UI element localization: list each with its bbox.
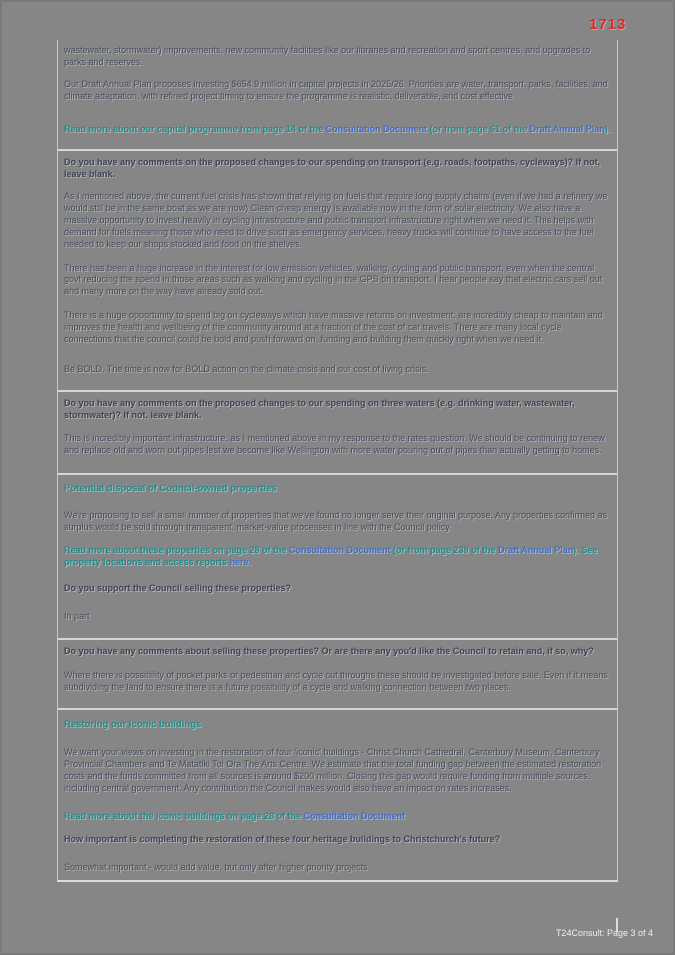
capital-programme-paragraph: Our Draft Annual Plan proposes investing $654.9 million in capital projects in 2025/26. Priorities are water, transport, parks, facilities, and climate adaptation, with refined project timing to ensure the programme is realistic, deliverable, and cost effective [64,78,608,101]
answer-transport-paragraph-2: There has been a huge increase in the interest for low emission vehicles, walking, cycling and public transport, even when the central govt reducing the spend in those areas such as walking and cycling in the GPS on transport. I hear people say that electric cars sell out and many more on the way have already sold out. [64,262,603,297]
answer-transport-paragraph-1: As I mentioned above, the current fuel crisis has shown that relying on fuels that require long supply chains (even if we had a refinery we would still be in the same boat as we are now) Clean cheap energy is available now in the form of solar electricity. We also have a massive opportunity to invest heavily in cycling infrastructure and public transport infrastructure right when we need it. This helps with demand for fuels meaning those who need to drive such as emergency services, heavy trucks will continue to have access to the fuel needed to keep our shops stocked and food on the shelves. [64,191,608,249]
readmore-text: ). [604,123,611,134]
page-number-stamp: 1713 [589,16,627,33]
here-link[interactable]: here [229,557,249,568]
row-divider [58,473,617,475]
properties-intro-paragraph: We're proposing to sell a small number of properties that we've found no longer serve their original purpose. Any properties confirmed as surplus would be sold through transparent, market-value processes in line with the Council policy. [64,509,608,532]
consultation-form-table [57,40,618,882]
footer-page-indicator: T24Consult: Page 3 of 4 [555,928,653,938]
section-heading-properties: Potential disposal of Council-owned properties [64,483,277,495]
consultation-document-link[interactable]: Consultation Document [289,545,391,556]
row-divider [58,708,617,710]
readmore-text: Read more about the iconic buildings on page 28 of the [64,810,304,821]
iconic-readmore-line [64,811,611,823]
capital-readmore-line [64,124,611,136]
readmore-text: (or from page 61 of the [427,123,530,134]
draft-annual-plan-link[interactable]: Draft Annual Plan [498,545,574,556]
consultation-document-link[interactable]: Consultation Document [303,810,406,821]
answer-heritage-importance: Somewhat important - would add value, but only after higher priority projects [64,862,368,873]
answer-three-waters: This is incredibly important infrastructure, as I mentioned above in my response to the rates question. We should be continuing to renew and replace old and worn out pipes lest we become like Wellington with more water pouring out of pipes than actually getting to homes. [64,433,605,456]
consultation-document-link[interactable]: Consultation Document [325,123,428,134]
iconic-buildings-paragraph: We want your views on investing in the restoration of four 'iconic' buildings - Christ Church Cathedral, Canterbury Museum, Canterbury Provincial Chambers and Te Matatiki Toi Ora The Arts Centre. We estimate that the total funding gap between the estimated restoration costs and the funds committed from all sources is around $200 million. Closing this gap would require funding from multiple sources, including central government. Any contribution the Council makes would also have an impact on rates increases. [64,747,602,793]
answer-transport-paragraph-3: There is a huge opportunity to spend big on cycleways which have massive returns on investment, are incredibly cheap to maintain and improves the health and wellbeing of the community around at a fraction of the cost of car travels. There are many local cycle connections that the council could be bold and push forward on, funding and building them quickly right when we need it. [64,310,603,344]
answer-transport-paragraph-4: Be BOLD. The time is now for BOLD action on the climate crisis and our cost of living crisis. [64,363,429,374]
properties-readmore-line [64,545,611,569]
question-heritage-importance: How important is completing the restoration of these four heritage buildings to Christchurch's future? [64,834,501,845]
readmore-text: Read more about these properties on page 28 of the [64,545,290,556]
row-divider [58,390,617,392]
question-three-waters: Do you have any comments on the proposed changes to our spending on three waters (e.g. drinking water, wastewater, stormwater)? If not, leave blank. [64,397,575,420]
question-support-selling: Do you support the Council selling these properties? [64,583,292,594]
answer-support-selling: In part [64,611,90,622]
row-divider [58,149,617,151]
answer-comments-selling: Where there is possibility of pocket parks or pedestrian and cycle cut throughs these should be investigated before sale. Even if it means subdividing the land to ensure there is a future possibility of a cycle and walking connection between two places. [64,669,608,692]
row-divider [58,638,617,640]
question-transport: Do you have any comments on the proposed changes to our spending on transport (e.g. roads, footpaths, cycleways)? If not, leave blank. [64,157,601,180]
readmore-text: Read more about our capital programme from page 14 of the [64,123,326,134]
readmore-text: . [248,557,252,568]
intro-continuation-paragraph: wastewater, stormwater) improvements, new community facilities like our libraries and recreation and sport centres, and upgrades to parks and reserves. [64,45,591,67]
draft-annual-plan-link[interactable]: Draft Annual Plan [529,123,605,134]
section-heading-iconic-buildings: Restoring our iconic buildings [64,718,202,730]
readmore-text: ). See property locations and access reports [64,545,598,568]
question-comments-selling: Do you have any comments about selling these properties? Or are there any you'd like the Council to retain and, if so, why? [64,645,594,656]
readmore-text: (or from page 239 of the [390,545,499,556]
